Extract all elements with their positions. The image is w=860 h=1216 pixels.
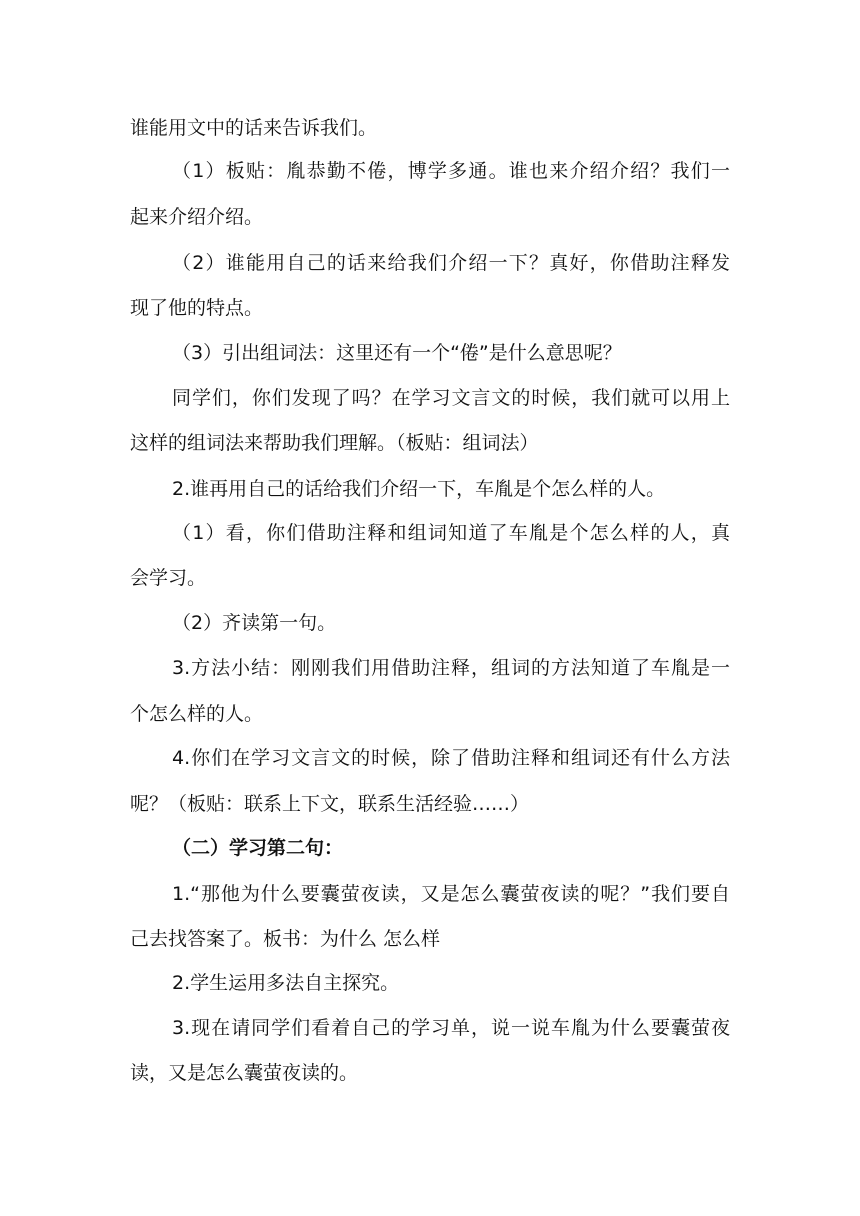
paragraph-line: 1.“那他为什么要囊萤夜读，又是怎么囊萤夜读的呢？”我们要自 <box>172 883 730 905</box>
paragraph-line: （3）引出组词法：这里还有一个“倦”是什么意思呢？ <box>172 342 622 364</box>
paragraph-line: （1）板贴：胤恭勤不倦，博学多通。谁也来介绍介绍？我们一 <box>172 160 730 182</box>
section-heading: （二）学习第二句： <box>172 837 344 859</box>
paragraph-line: 呢？（板贴：联系上下文，联系生活经验……） <box>130 793 530 815</box>
paragraph-line: 2.谁再用自己的话给我们介绍一下，车胤是个怎么样的人。 <box>172 478 666 500</box>
paragraph-line: 3.现在请同学们看着自己的学习单，说一说车胤为什么要囊萤夜 <box>172 1017 730 1039</box>
paragraph-line: 会学习。 <box>130 567 207 589</box>
paragraph-line: 现了他的特点。 <box>130 297 264 319</box>
paragraph-line: 这样的组词法来帮助我们理解。（板贴：组词法） <box>130 432 539 454</box>
paragraph-line: 2.学生运用多法自主探究。 <box>172 972 400 994</box>
paragraph-line: 谁能用文中的话来告诉我们。 <box>130 117 378 139</box>
paragraph-line: 4.你们在学习文言文的时候，除了借助注释和组词还有什么方法 <box>172 747 730 769</box>
paragraph-line: 个怎么样的人。 <box>130 703 264 725</box>
paragraph-line: （2）齐读第一句。 <box>172 612 337 634</box>
paragraph-line: 读，又是怎么囊萤夜读的。 <box>130 1062 359 1084</box>
paragraph-line: （2）谁能用自己的话来给我们介绍一下？真好，你借助注释发 <box>172 252 730 274</box>
paragraph-line: 同学们，你们发现了吗？在学习文言文的时候，我们就可以用上 <box>172 387 730 409</box>
paragraph-line: 起来介绍介绍。 <box>130 206 264 228</box>
paragraph-line: （1）看，你们借助注释和组词知道了车胤是个怎么样的人，真 <box>172 522 730 544</box>
paragraph-line: 己去找答案了。板书：为什么 怎么样 <box>130 928 441 950</box>
paragraph-line: 3.方法小结：刚刚我们用借助注释，组词的方法知道了车胤是一 <box>172 657 730 679</box>
